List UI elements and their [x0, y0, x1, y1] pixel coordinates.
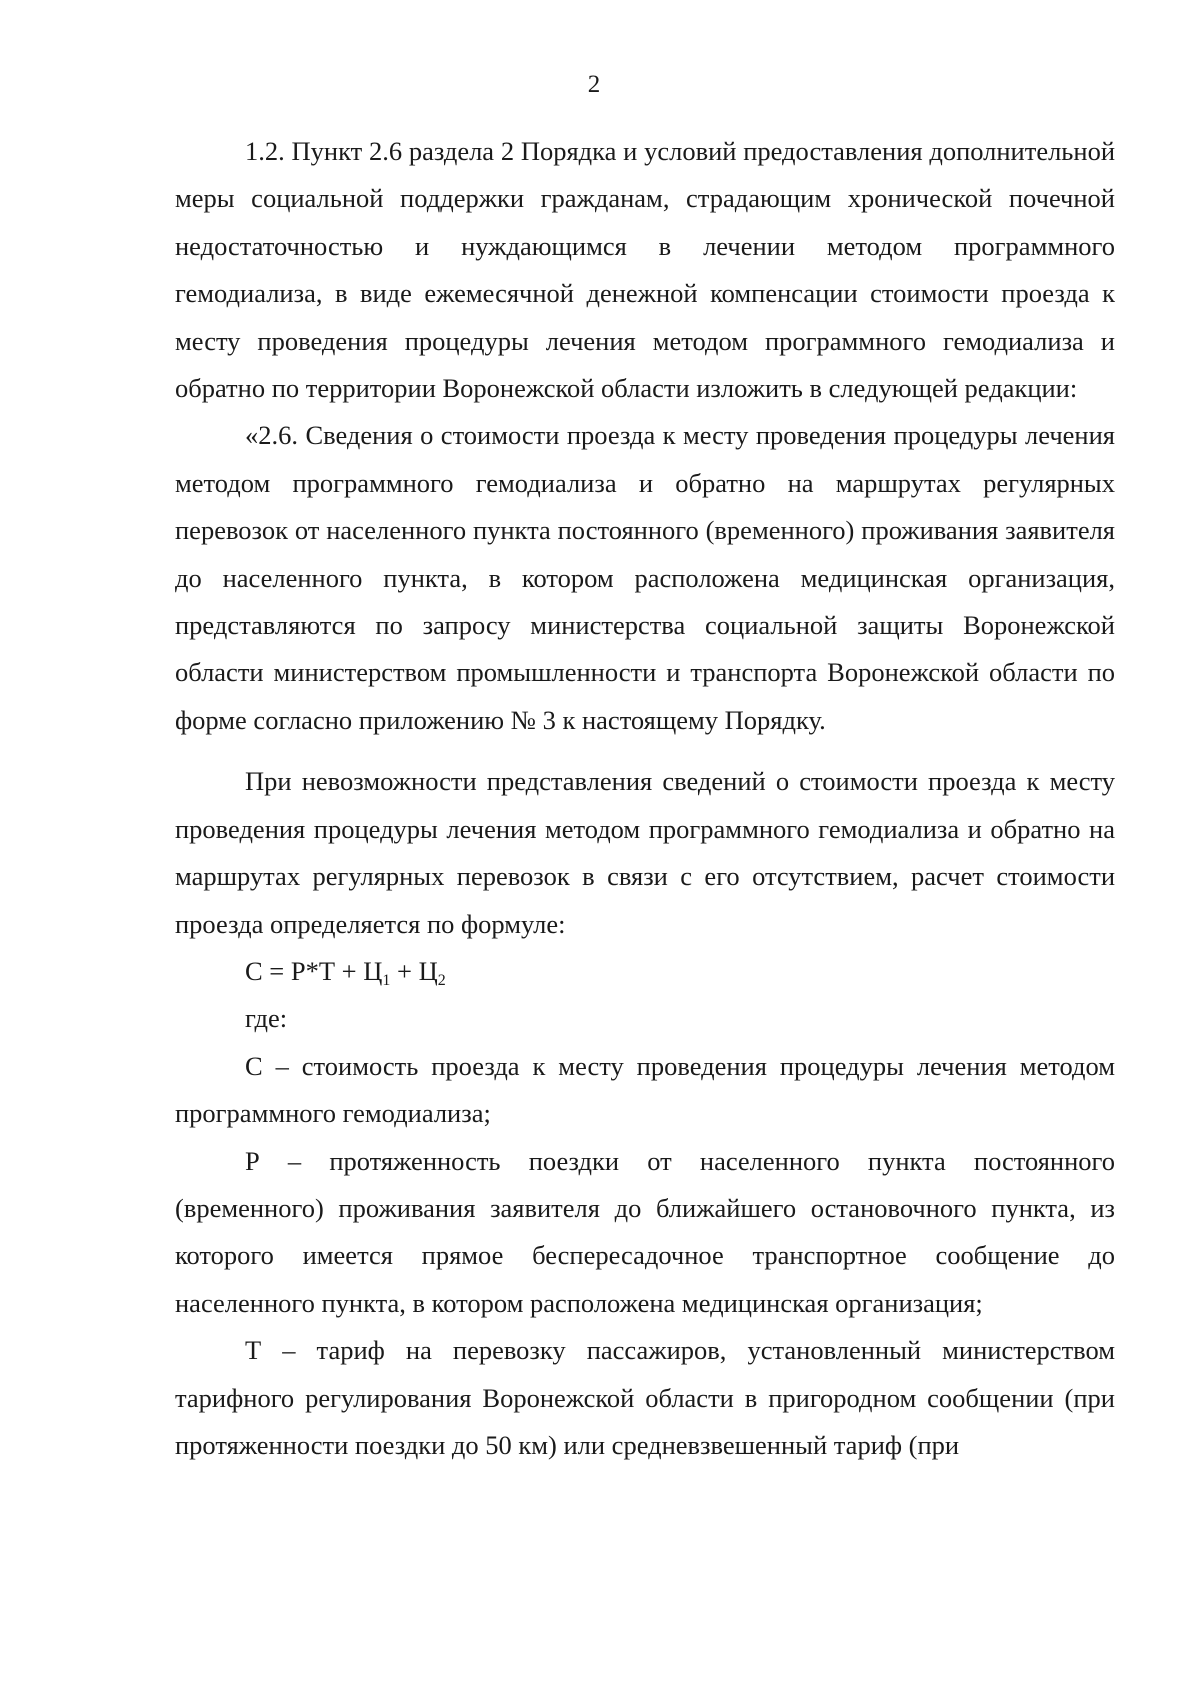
- formula-subscript-2: 2: [437, 971, 446, 989]
- formula-main: С = Р*Т + Ц: [245, 955, 383, 986]
- paragraph-definition-c: С – стоимость проезда к месту проведения процедуры лечения методом программного гемодиализа;: [175, 1050, 1115, 1129]
- paragraph-2-6: «2.6. Сведения о стоимости проезда к месту проведения процедуры лечения методом программного гемодиализа и обратно на маршрутах регулярных перевозок от населенного пункта постоянного (временного) проживания заявителя до населенного пункта, в котором расположена медицинская организация, представляются по запросу министерства социальной защиты Воронежской области министерством промышленности и транспорта Воронежской области по форме согласно приложению № 3 к настоящему Порядку.: [175, 420, 1115, 735]
- paragraph-definition-t: Т – тариф на перевозку пассажиров, установленный министерством тарифного регулирования Воронежской области в пригородном сообщении (при протяженности поездки до 50 км) или средневзвешенный тариф (при: [175, 1335, 1115, 1460]
- paragraph-definition-p: Р – протяженность поездки от населенного пункта постоянного (временного) проживания заявителя до ближайшего остановочного пункта, из которого имеется прямое беспересадочное транспортное сообщение до населенного пункта, в котором расположена медицинская организация;: [175, 1145, 1115, 1318]
- paragraph-where: где:: [245, 1003, 288, 1034]
- paragraph-1-2: 1.2. Пункт 2.6 раздела 2 Порядка и условий предоставления дополнительной меры социальной поддержки гражданам, страдающим хронической почечной недостаточностью и нуждающимся в лечении методом программного гемодиализа, в виде ежемесячной денежной компенсации стоимости проезда к месту проведения процедуры лечения методом программного гемодиализа и обратно по территории Воронежской области изложить в следующей редакции:: [175, 136, 1115, 404]
- formula-subscript-1: 1: [382, 971, 391, 989]
- formula: [175, 948, 1115, 995]
- document-body: [175, 128, 1115, 1469]
- formula-plus: + Ц: [390, 955, 438, 986]
- page-number: 2: [587, 71, 601, 98]
- paragraph-calculation: При невозможности представления сведений о стоимости проезда к месту проведения процедуры лечения методом программного гемодиализа и обратно на маршрутах регулярных перевозок в связи с его отсутствием, расчет стоимости проезда определяется по формуле:: [175, 766, 1115, 939]
